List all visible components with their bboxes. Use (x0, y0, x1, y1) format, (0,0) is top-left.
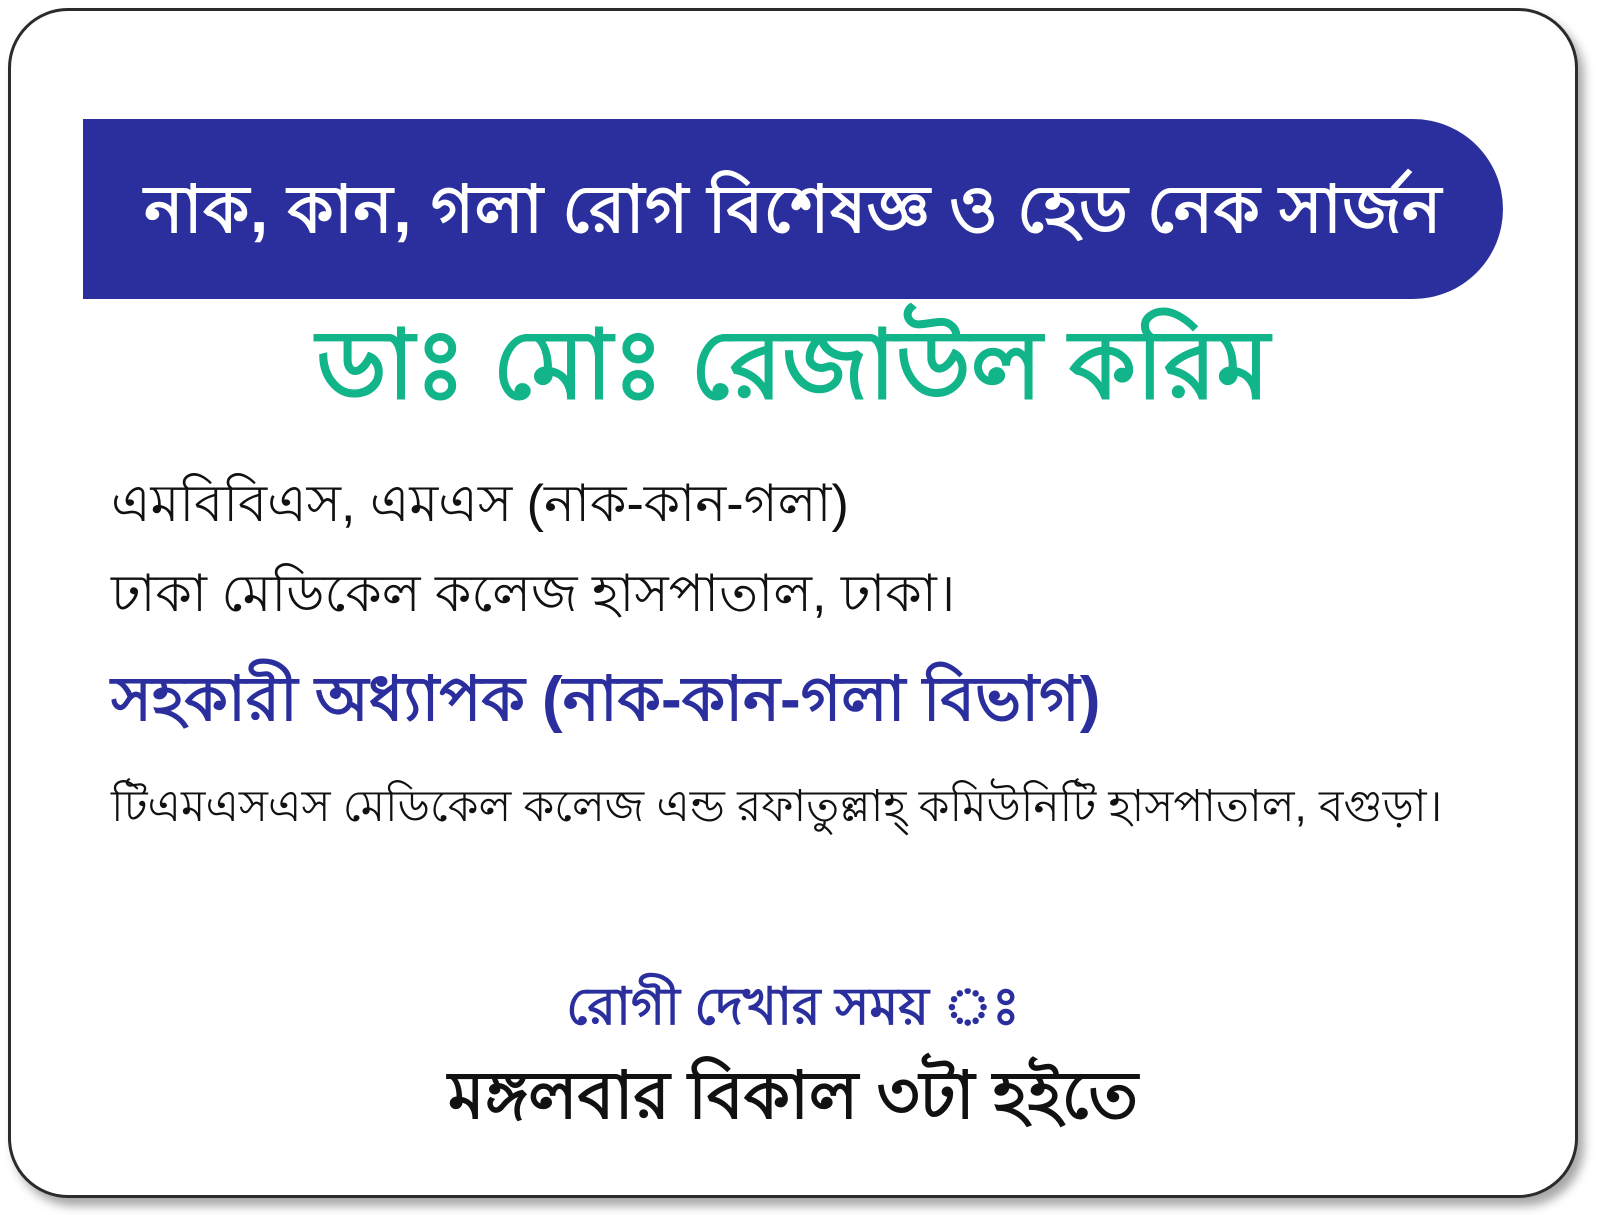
doctor-name: ডাঃ মোঃ রেজাউল করিম (316, 312, 1270, 419)
doctor-signboard (8, 8, 1578, 1198)
visiting-hours-value: মঙ্গলবার বিকাল ৩টা হইতে (448, 1058, 1138, 1132)
visiting-hours-label: রোগী দেখার সময় ঃ (566, 978, 1020, 1036)
specialty-title: নাক, কান, গলা রোগ বিশেষজ্ঞ ও হেড নেক সার্জন (144, 171, 1442, 246)
doctor-designation: সহকারী অধ্যাপক (নাক-কান-গলা বিভাগ) (111, 665, 1101, 734)
doctor-institute: টিএমএসএস মেডিকেল কলেজ এন্ড রফাতুল্লাহ্ কমিউনিটি হাসপাতাল, বগুড়া। (111, 782, 1443, 831)
specialty-banner (83, 119, 1503, 299)
doctor-degree-line-2: ঢাকা মেডিকেল কলেজ হাসপাতাল, ঢাকা। (111, 565, 956, 623)
doctor-degree-line-1: এমবিবিএস, এমএস (নাক-কান-গলা) (111, 475, 849, 533)
